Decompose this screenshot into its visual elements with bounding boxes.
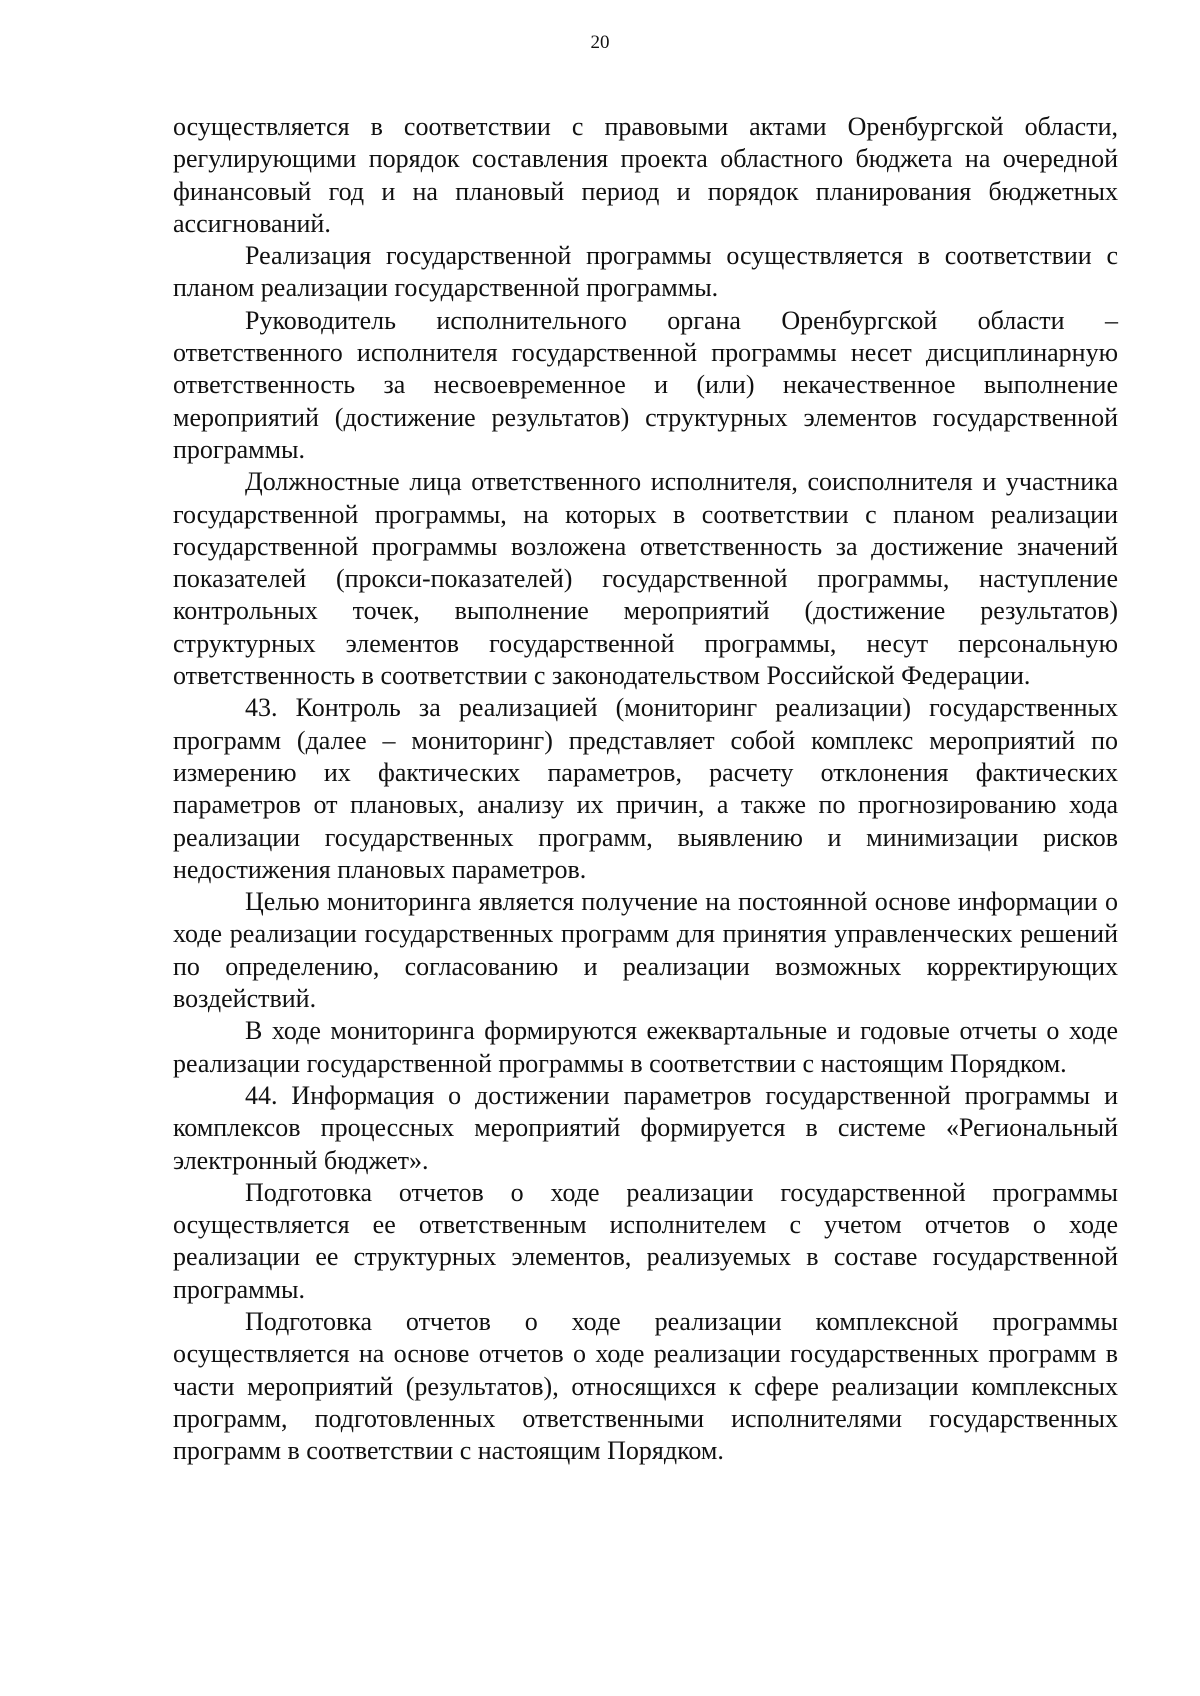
paragraph-reports: В ходе мониторинга формируются ежеквартальные и годовые отчеты о ходе реализации государственной программы в соответствии с настоящим Порядком. bbox=[173, 1016, 1118, 1078]
paragraph-44-information: 44. Информация о достижении параметров государственной программы и комплексов процессных мероприятий формируется в системе «Региональный электронный бюджет». bbox=[173, 1080, 1118, 1175]
paragraph-officials-responsibility: Должностные лица ответственного исполнителя, соисполнителя и участника государственной программы, на которых в соответствии с планом реализации государственной программы возложена ответственность за достижение значений показателей (прокси-показателей) государственной программы, наступление контрольных точек, выполнение мероприятий (достижение результатов) структурных элементов государственной программы, несут персональную ответственность в соответствии с законодательством Российской Федерации. bbox=[173, 467, 1118, 691]
document-body bbox=[173, 111, 1118, 1467]
paragraph-complex-program-reports: Подготовка отчетов о ходе реализации комплексной программы осуществляется на основе отчетов о ходе реализации государственных программ в части мероприятий (результатов), относящихся к сфере реализации комплексных программ, подготовленных ответственными исполнителями государственных программ в соответствии с настоящим Порядком. bbox=[173, 1306, 1118, 1466]
paragraph-head-responsibility: Руководитель исполнительного органа Оренбургской области – ответственного исполнителя государственной программы несет дисциплинарную ответственность за несвоевременное и (или) некачественное выполнение мероприятий (достижение результатов) структурных элементов государственной программы. bbox=[173, 305, 1118, 464]
paragraph-monitoring-goal: Целью мониторинга является получение на постоянной основе информации о ходе реализации государственных программ для принятия управленческих решений по определению, согласованию и реализации возможных корректирующих воздействий. bbox=[173, 887, 1118, 1014]
page-number: 20 bbox=[590, 32, 610, 53]
paragraph-implementation-plan: Реализация государственной программы осуществляется в соответствии с планом реализации государственной программы. bbox=[173, 241, 1118, 303]
paragraph-report-preparation: Подготовка отчетов о ходе реализации государственной программы осуществляется ее ответственным исполнителем с учетом отчетов о ходе реализации ее структурных элементов, реализуемых в составе государственной программы. bbox=[173, 1177, 1118, 1304]
paragraph-continuation: осуществляется в соответствии с правовыми актами Оренбургской области, регулирующими порядок составления проекта областного бюджета на очередной финансовый год и на плановый период и порядок планирования бюджетных ассигнований. bbox=[173, 112, 1118, 238]
paragraph-43-monitoring: 43. Контроль за реализацией (мониторинг реализации) государственных программ (далее – мониторинг) представляет собой комплекс мероприятий по измерению их фактических параметров, расчету отклонения фактических параметров от плановых, анализу их причин, а также по прогнозированию хода реализации государственных программ, выявлению и минимизации рисков недостижения плановых параметров. bbox=[173, 693, 1118, 884]
